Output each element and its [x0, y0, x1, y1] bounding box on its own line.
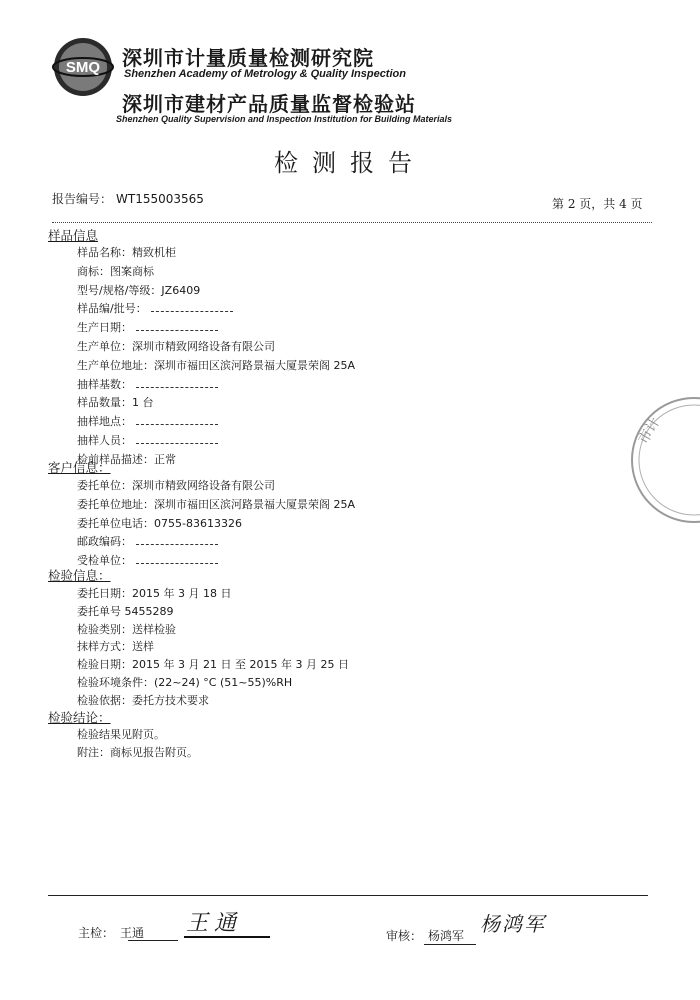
- field-label: 型号/规格/等级：: [77, 283, 162, 297]
- field-label: 样品数量：: [77, 396, 132, 410]
- inspection-field-1: [77, 603, 174, 619]
- field-label: 委托单位电话：: [77, 516, 154, 530]
- blank-value-line: [136, 322, 218, 331]
- report-number-label: 报告编号：: [52, 192, 113, 206]
- client-field-2: [77, 515, 242, 531]
- sample-field-8: [77, 394, 154, 410]
- sample-field-0: [77, 244, 176, 260]
- field-value: 0755-83613326: [154, 516, 242, 530]
- logo-text: SMQ: [65, 59, 101, 76]
- reviewer-underline: [424, 944, 476, 945]
- field-label: 抽样人员：: [77, 434, 132, 447]
- institute-name-en-1: Shenzhen Academy of Metrology & Quality Inspection: [124, 68, 406, 80]
- field-value: 深圳市精致网络设备有限公司: [132, 340, 275, 353]
- sample-field-1: [77, 263, 154, 279]
- reviewer-label: 审核：: [386, 929, 423, 943]
- field-value: 深圳市福田区滨河路景福大厦景荣阁 25A: [154, 497, 356, 511]
- field-label: 生产单位：: [77, 340, 132, 353]
- inspector: [78, 924, 144, 941]
- inspection-field-5: [77, 674, 292, 690]
- inspector-label: 主检：: [78, 926, 115, 940]
- official-stamp: [624, 390, 700, 530]
- section-title-inspection: 检验信息：: [48, 568, 111, 583]
- sample-field-5: [77, 338, 275, 354]
- institute-logo: [52, 36, 114, 98]
- sample-field-2: [77, 282, 200, 298]
- field-value: 委托方技术要求: [132, 693, 209, 707]
- sample-field-4: [77, 319, 218, 335]
- blank-value-line: [136, 416, 218, 425]
- field-value: 正常: [154, 452, 176, 466]
- report-title: 检测报告: [274, 149, 426, 177]
- page-info: 第 2 页，共 4 页: [552, 197, 643, 211]
- inspector-name: 王通: [120, 926, 145, 940]
- inspection-field-2: [77, 621, 176, 637]
- svg-text:市计: 市计: [635, 414, 664, 447]
- field-label: 委托单号: [77, 604, 125, 618]
- inspector-signature-stroke: [184, 936, 270, 938]
- reviewer-signature: 杨鸿军: [480, 912, 546, 936]
- field-label: 抽样基数：: [77, 377, 132, 391]
- sample-field-9: [77, 413, 218, 429]
- inspector-signature: 王通: [186, 911, 243, 936]
- institute-name-cn-2: 深圳市建材产品质量监督检验站: [122, 92, 416, 116]
- blank-value-line: [136, 555, 218, 564]
- conclusion-field-1: [77, 744, 198, 760]
- section-title-conclusion: 检验结论：: [48, 710, 111, 725]
- footer-divider: [48, 895, 648, 896]
- field-value: 商标见报告附页。: [110, 746, 198, 759]
- field-value: 图案商标: [110, 264, 154, 278]
- client-field-1: [77, 496, 355, 512]
- field-label: 检验类别：: [77, 622, 132, 636]
- header-divider: [52, 222, 652, 223]
- sample-field-3: [77, 300, 233, 316]
- field-value: 2015 年 3 月 18 日: [132, 587, 232, 600]
- field-value: 2015 年 3 月 21 日 至 2015 年 3 月 25 日: [132, 658, 349, 672]
- field-label: 委托单位地址：: [77, 497, 154, 511]
- field-label: 抽样地点：: [77, 415, 132, 429]
- section-title-sample: 样品信息: [48, 228, 99, 243]
- field-value: 送样: [132, 640, 154, 654]
- report-number-value: WT155003565: [116, 192, 204, 206]
- field-label: 样品名称：: [77, 246, 132, 259]
- sample-field-6: [77, 357, 355, 373]
- inspection-field-4: [77, 656, 349, 672]
- field-label: 检验环境条件：: [77, 676, 154, 689]
- field-value: 5455289: [124, 604, 174, 618]
- field-label: 生产日期：: [77, 321, 132, 335]
- institute-name-en-2: Shenzhen Quality Supervision and Inspection Institution for Building Materials: [116, 114, 453, 124]
- inspector-underline: [128, 940, 178, 941]
- field-value: 深圳市福田区滨河路景福大厦景荣阁 25A: [154, 358, 356, 372]
- field-label: 抹样方式：: [77, 640, 132, 654]
- field-value: 送样检验: [132, 622, 176, 636]
- conclusion-field-0: [77, 726, 165, 742]
- field-label: 检前样品描述：: [77, 452, 154, 466]
- blank-value-line: [136, 379, 218, 388]
- section-title-client: 客户信息：: [48, 460, 111, 475]
- reviewer-name: 杨鸿军: [428, 929, 465, 943]
- reviewer: [386, 927, 464, 944]
- client-field-3: [77, 533, 218, 549]
- field-label: 检验日期：: [77, 658, 132, 672]
- blank-value-line: [151, 303, 233, 312]
- field-label: 生产单位地址：: [77, 358, 154, 372]
- field-label: 检验依据：: [77, 693, 132, 707]
- client-field-0: [77, 477, 275, 493]
- field-label: 商标：: [77, 264, 110, 278]
- field-label: 附注：: [77, 746, 110, 759]
- inspection-field-0: [77, 585, 231, 601]
- field-label: 受检单位：: [77, 554, 132, 568]
- field-label: 样品编/批号：: [77, 302, 147, 316]
- field-value: 精致机柜: [132, 246, 176, 259]
- inspection-field-6: [77, 692, 209, 708]
- institute-name-cn-1: 深圳市计量质量检测研究院: [122, 46, 374, 70]
- sample-field-10: [77, 432, 218, 448]
- report-number: [52, 190, 204, 207]
- field-label: 委托单位：: [77, 479, 132, 492]
- sample-field-7: [77, 376, 218, 392]
- blank-value-line: [136, 435, 218, 444]
- field-label: 委托日期：: [77, 587, 132, 600]
- field-label: 检验结果见附页。: [77, 728, 165, 741]
- blank-value-line: [136, 536, 218, 545]
- field-value: JZ6409: [161, 283, 201, 297]
- field-value: (22~24) °C (51~55)%RH: [154, 676, 293, 689]
- field-value: 1 台: [132, 396, 154, 410]
- field-value: 深圳市精致网络设备有限公司: [132, 479, 275, 492]
- inspection-field-3: [77, 638, 154, 654]
- field-label: 邮政编码：: [77, 535, 132, 549]
